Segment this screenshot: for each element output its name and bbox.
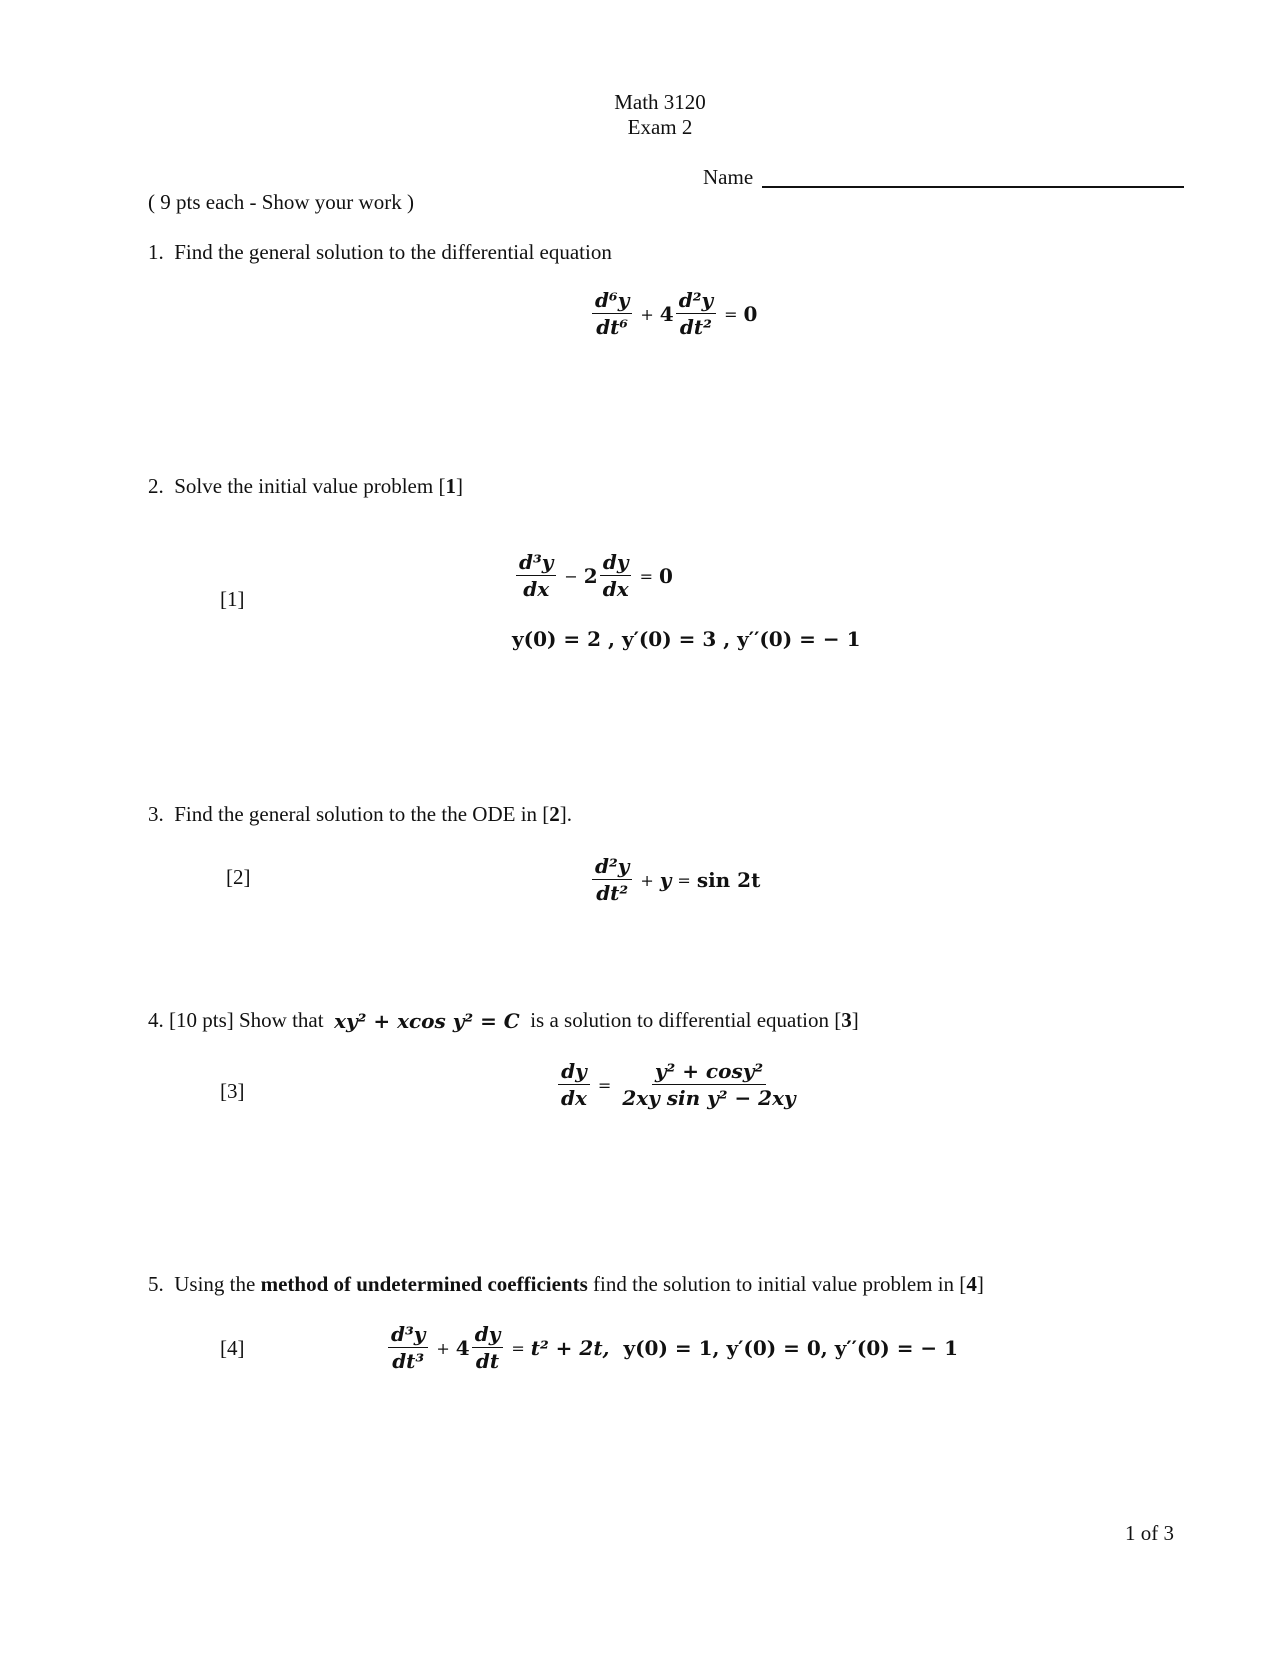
- problem-1-equation: $\frac{\text{d⁶y}}{\text{dt⁶}}$ + 4 $\frac{\text{d²y}}{\text{dt²}}$ = 0: [590, 290, 757, 338]
- problem-4-equation: $\frac{dy}{dx}$ = $\frac{\text{y² + cosy²}}{\text{2xy sin y² − 2xy}}$: [556, 1061, 801, 1109]
- problem-4-tag: [3]: [220, 1079, 245, 1103]
- name-blank-line[interactable]: [762, 186, 1184, 188]
- exam-title: Exam 2: [627, 115, 693, 139]
- problem-4-prompt: 4. [10 pts] Show that xy² + xcos y² = C is a solution to differential equation [ 3 ]: [148, 1008, 859, 1033]
- problem-5-tag: [4]: [220, 1336, 245, 1360]
- problem-2-conditions: y(0) = 2 , y′(0) = 3 , y′′(0) = − 1: [512, 627, 861, 651]
- problem-2-prompt: 2. Solve the initial value problem [1]: [148, 474, 463, 498]
- problem-3-prompt: 3. Find the general solution to the the ODE in [2].: [148, 802, 573, 826]
- course-title: Math 3120: [614, 90, 706, 114]
- problem-2-tag: [1]: [220, 587, 245, 611]
- problem-3-equation: $\frac{\text{d²y}}{\text{dt²}}$ + y = sin 2t: [590, 856, 760, 904]
- problem-2-equation: $\frac{\text{d³y}}{dx}$ − 2 $\frac{dy}{dx}$ = 0: [514, 552, 673, 600]
- problem-1-prompt: 1. Find the general solution to the differential equation: [148, 240, 612, 264]
- name-label: Name: [703, 165, 754, 189]
- problem-5-equation: $\frac{\text{d³y}}{\text{dt³}}$ + 4 $\frac{dy}{dt}$ = t² + 2t, y(0) = 1, y′(0) = 0, y′′(0) = − 1: [386, 1324, 958, 1372]
- problem-5-prompt: 5. Using the method of undetermined coefficients find the solution to initial value problem in [4]: [148, 1272, 984, 1296]
- instructions: ( 9 pts each - Show your work ): [148, 190, 414, 214]
- problem-4-expression: xy² + xcos y² = C: [334, 1008, 520, 1033]
- problem-3-tag: [2]: [226, 865, 251, 889]
- page-number: 1 of 3: [1125, 1521, 1174, 1545]
